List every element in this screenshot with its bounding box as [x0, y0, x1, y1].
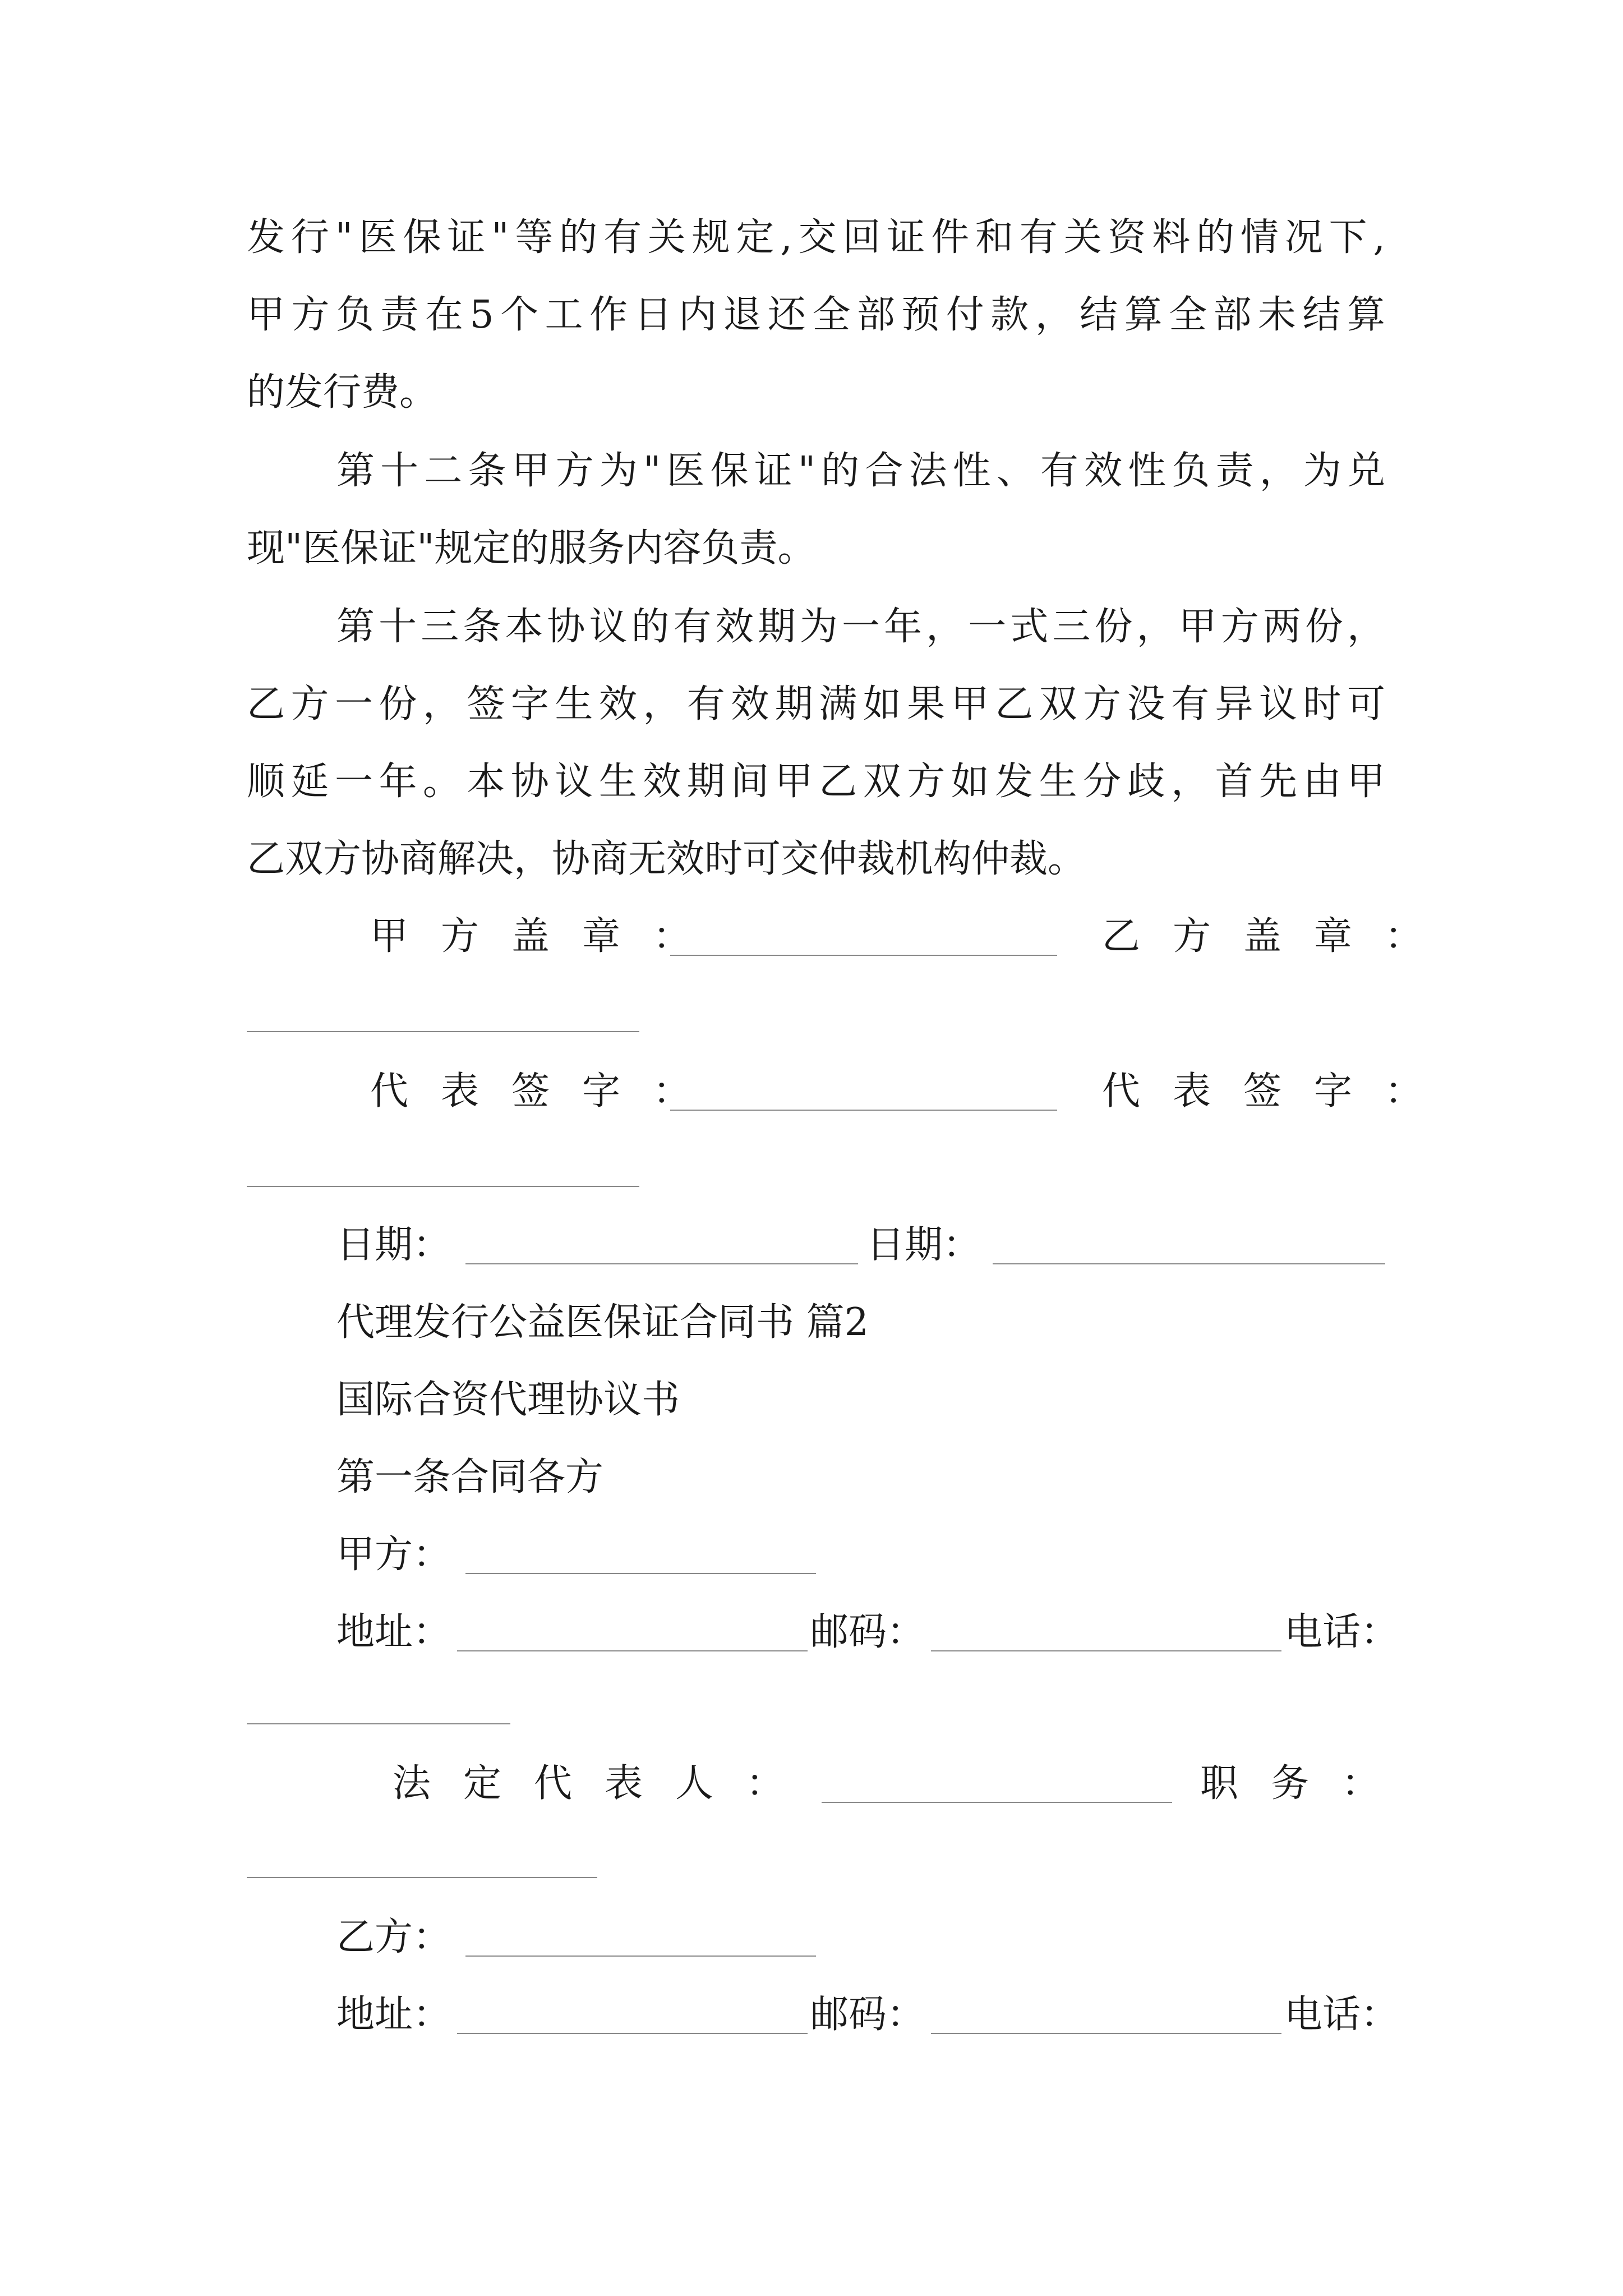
date-b-label: 日期： — [866, 1223, 981, 1267]
article-12-line: 第十二条甲方为"医保证"的合法性、有效性负责，为兑 — [336, 449, 1385, 493]
date-a-field[interactable] — [465, 1263, 858, 1264]
postcode-b-label: 邮码： — [810, 1993, 925, 2037]
phone-a-label: 电话： — [1284, 1610, 1399, 1654]
paragraph-line: 的发行费。 — [247, 370, 438, 415]
position-label: 职务： — [1200, 1761, 1413, 1806]
phone-b-label: 电话： — [1284, 1993, 1399, 2037]
party-b-field[interactable] — [465, 1955, 816, 1957]
address-b-field[interactable] — [457, 2033, 808, 2034]
paragraph-line: 甲方负责在5个工作日内退还全部预付款，结算全部未结算 — [247, 293, 1385, 337]
rep-sign-a-label: 代表签字： — [370, 1069, 724, 1114]
party-a-seal-label: 甲方盖章： — [370, 914, 724, 959]
article-13-line: 乙双方协商解决，协商无效时可交仲裁机构仲裁。 — [247, 837, 1086, 881]
rep-sign-b-field[interactable] — [247, 1186, 639, 1187]
section-title: 代理发行公益医保证合同书 篇2 — [336, 1300, 869, 1345]
article-13-line: 第十三条本协议的有效期为一年，一式三份，甲方两份， — [336, 605, 1385, 649]
address-b-label: 地址： — [336, 1993, 451, 2037]
position-field[interactable] — [247, 1877, 597, 1878]
postcode-b-field[interactable] — [931, 2033, 1281, 2034]
article-1-heading: 第一条合同各方 — [336, 1455, 604, 1499]
date-b-field[interactable] — [993, 1263, 1385, 1264]
party-b-seal-field[interactable] — [247, 1031, 639, 1032]
rep-sign-a-field[interactable] — [670, 1110, 1057, 1111]
article-12-line: 现"医保证"规定的服务内容负责。 — [247, 526, 816, 570]
article-13-line: 乙方一份，签字生效，有效期满如果甲乙双方没有异议时可 — [247, 682, 1385, 726]
party-a-seal-field[interactable] — [670, 955, 1057, 956]
party-b-label: 乙方： — [336, 1915, 451, 1959]
legal-rep-field[interactable] — [822, 1802, 1172, 1803]
party-a-field[interactable] — [465, 1573, 816, 1574]
postcode-a-label: 邮码： — [810, 1610, 925, 1654]
postcode-a-field[interactable] — [931, 1650, 1281, 1651]
rep-sign-b-label: 代表签字： — [1102, 1069, 1456, 1114]
address-a-field[interactable] — [457, 1650, 808, 1651]
article-13-line: 顺延一年。本协议生效期间甲乙双方如发生分歧，首先由甲 — [247, 760, 1385, 804]
date-a-label: 日期： — [336, 1223, 451, 1267]
paragraph-line: 发行"医保证"等的有关规定,交回证件和有关资料的情况下, — [247, 215, 1385, 260]
phone-a-field[interactable] — [247, 1723, 510, 1724]
address-a-label: 地址： — [336, 1610, 451, 1654]
party-b-seal-label: 乙方盖章： — [1102, 914, 1456, 959]
party-a-label: 甲方： — [336, 1533, 451, 1577]
section-subtitle: 国际合资代理协议书 — [336, 1378, 680, 1422]
legal-rep-label: 法定代表人： — [393, 1761, 817, 1806]
